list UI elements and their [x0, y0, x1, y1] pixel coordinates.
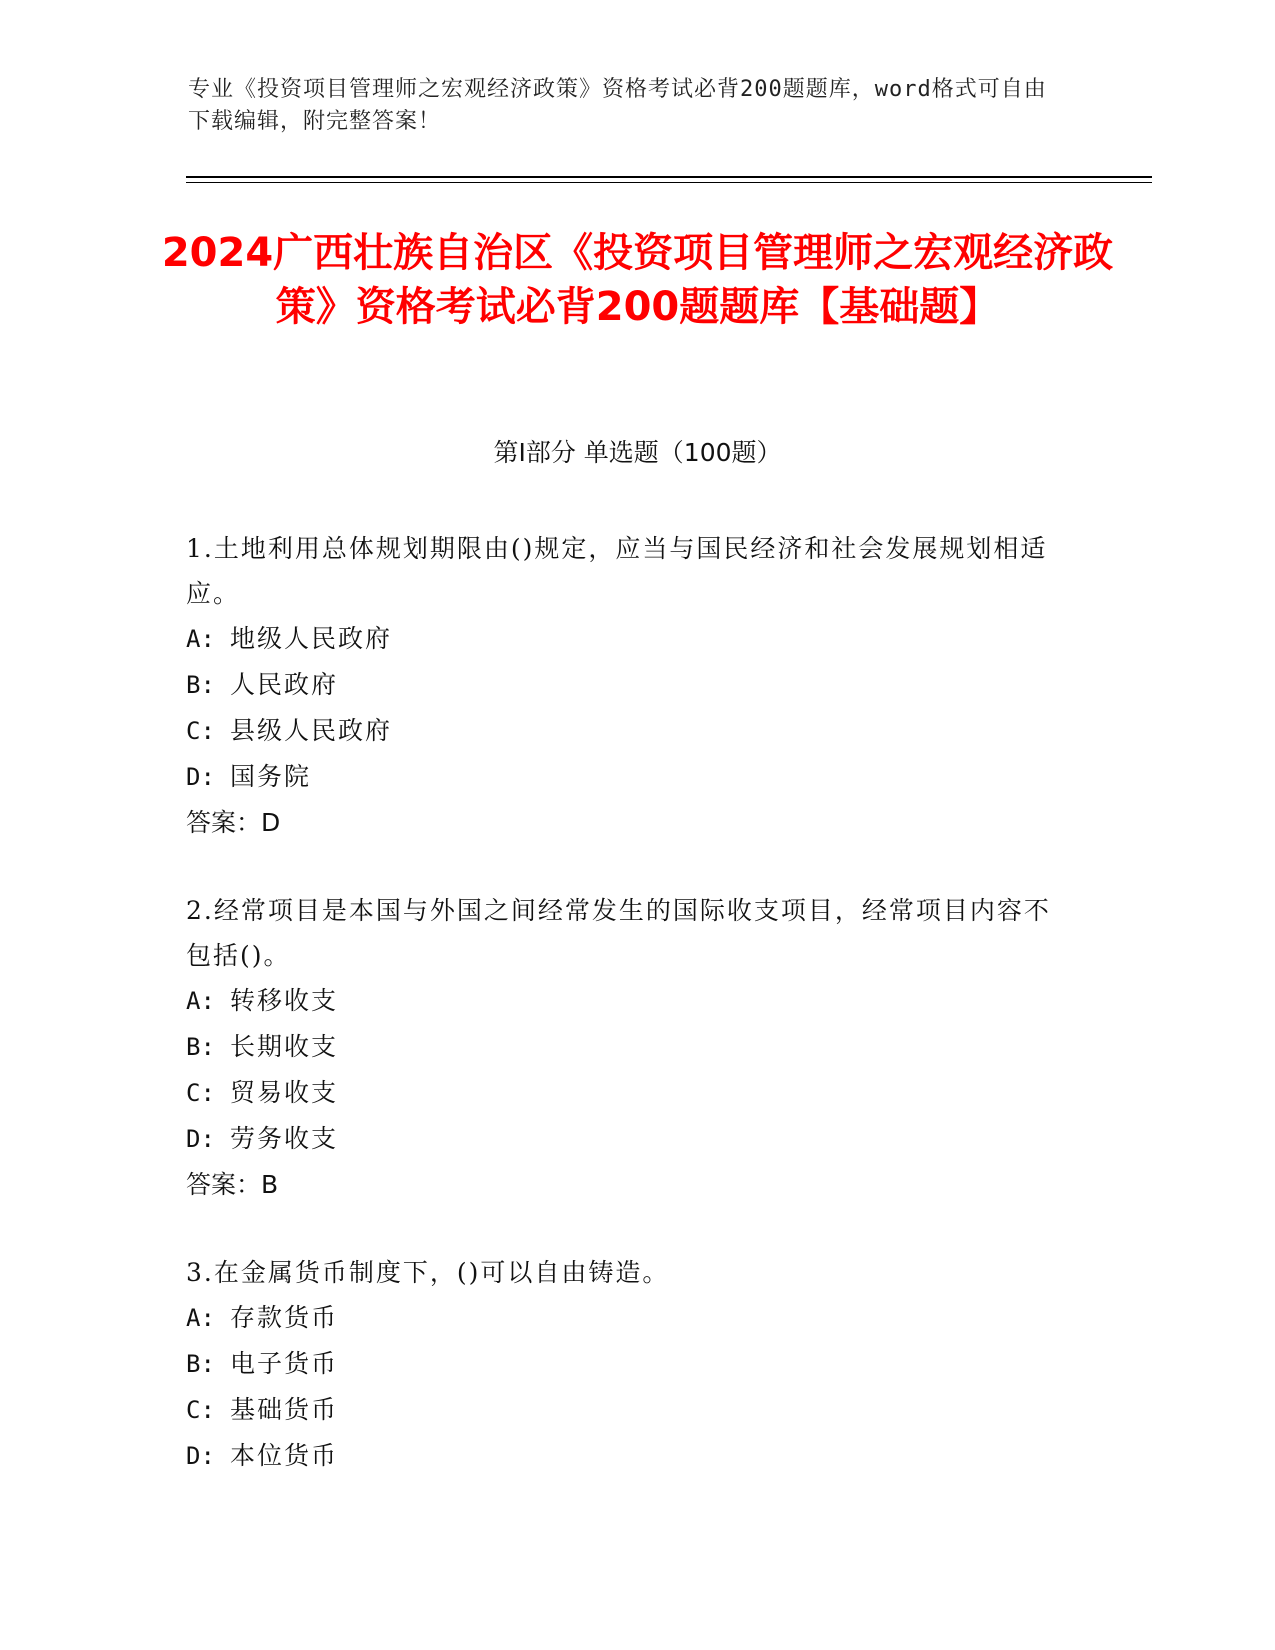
answer-line: 答案：B — [186, 1170, 279, 1199]
question-stem: 2.经常项目是本国与外国之间经常发生的国际收支项目，经常项目内容不包括()。 — [186, 896, 1051, 970]
option-c — [186, 708, 1066, 754]
option-d — [186, 754, 1066, 800]
option-text: 劳务收支 — [230, 1124, 339, 1153]
option-c — [186, 1070, 1066, 1116]
document-title: 2024广西壮族自治区《投资项目管理师之宏观经济政策》资格考试必背200题题库【基础题】 — [161, 230, 1114, 330]
option-text: 基础货币 — [230, 1395, 339, 1424]
option-letter: C: — [186, 717, 215, 745]
header-divider-thick — [186, 176, 1152, 178]
option-d — [186, 1116, 1066, 1162]
option-letter: C: — [186, 1396, 215, 1424]
option-text: 国务院 — [230, 762, 312, 791]
question-list — [186, 526, 1066, 1522]
option-text: 长期收支 — [230, 1032, 339, 1061]
option-d — [186, 1433, 1066, 1479]
question-stem: 1.土地利用总体规划期限由()规定，应当与国民经济和社会发展规划相适应。 — [186, 534, 1048, 608]
question-stem: 3.在金属货币制度下，()可以自由铸造。 — [186, 1258, 670, 1287]
option-letter: A: — [186, 625, 215, 653]
header-note: 专业《投资项目管理师之宏观经济政策》资格考试必背200题题库，word格式可自由下载编辑，附完整答案！ — [188, 77, 1047, 134]
option-text: 本位货币 — [230, 1441, 339, 1470]
answer-line: 答案：D — [186, 808, 281, 837]
option-a — [186, 978, 1066, 1024]
option-text: 县级人民政府 — [230, 716, 393, 745]
option-letter: A: — [186, 1304, 215, 1332]
option-b — [186, 1024, 1066, 1070]
option-text: 存款货币 — [230, 1303, 339, 1332]
option-text: 贸易收支 — [230, 1078, 339, 1107]
option-b — [186, 662, 1066, 708]
option-a — [186, 1295, 1066, 1341]
option-letter: C: — [186, 1079, 215, 1107]
option-letter: B: — [186, 1033, 215, 1061]
question-3 — [186, 1250, 1066, 1479]
option-b — [186, 1341, 1066, 1387]
option-c — [186, 1387, 1066, 1433]
option-text: 电子货币 — [230, 1349, 339, 1378]
question-2 — [186, 888, 1066, 1207]
option-letter: D: — [186, 763, 215, 791]
option-text: 人民政府 — [230, 670, 339, 699]
option-letter: D: — [186, 1442, 215, 1470]
option-text: 地级人民政府 — [230, 624, 393, 653]
option-letter: B: — [186, 1350, 215, 1378]
header-divider-thin — [186, 182, 1152, 183]
option-letter: A: — [186, 987, 215, 1015]
option-letter: D: — [186, 1125, 215, 1153]
option-a — [186, 616, 1066, 662]
option-text: 转移收支 — [230, 986, 339, 1015]
question-1 — [186, 526, 1066, 845]
option-letter: B: — [186, 671, 215, 699]
section-heading: 第I部分 单选题（100题） — [493, 438, 782, 467]
